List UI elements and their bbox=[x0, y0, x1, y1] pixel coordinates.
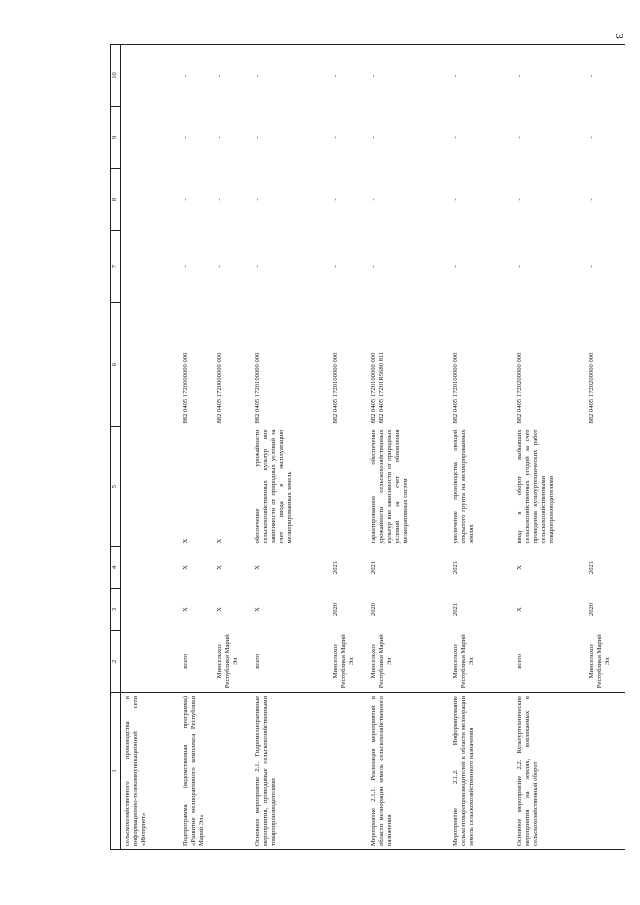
table-row bbox=[251, 45, 329, 850]
header-cell: 4 bbox=[111, 547, 121, 589]
result-cell: X bbox=[181, 538, 189, 544]
header-cell: 10 bbox=[111, 45, 121, 107]
code-cell: 882 0405 1720000000 000 bbox=[215, 352, 223, 424]
result-cell: X bbox=[215, 538, 223, 544]
val-cell: - bbox=[369, 198, 377, 201]
end-cell bbox=[121, 547, 179, 589]
executor-cell: Минсельхоз Республики Марий Эл bbox=[215, 634, 239, 689]
val-cell: - bbox=[181, 198, 189, 201]
executor-cell: Минсельхоз Республики Марий Эл bbox=[451, 634, 475, 689]
val-cell: - bbox=[329, 45, 367, 107]
val-cell: - bbox=[367, 45, 449, 107]
table-row bbox=[179, 45, 213, 850]
table-row bbox=[121, 45, 179, 850]
executor-cell: Минсельхоз Республики Марий Эл bbox=[331, 634, 355, 689]
name-cell: сельскохозяйственного производства в информационно-телекоммуникационной сети «Интернет» bbox=[121, 693, 179, 850]
start-cell: 2021 bbox=[451, 602, 459, 617]
start-cell: X bbox=[515, 607, 523, 612]
name-cell: Мероприятие 2.1.2. Информирование сельхозтоваропроизводителей в области мелиорации земель сельскохозяйственного назначения bbox=[449, 693, 513, 850]
start-cell: X bbox=[215, 607, 223, 612]
val-cell: - bbox=[215, 198, 223, 201]
end-cell: 2021 bbox=[451, 560, 459, 575]
val-cell bbox=[121, 169, 179, 231]
table-row bbox=[449, 45, 513, 850]
code-cell: 882 0405 1720000000 000 bbox=[181, 352, 189, 424]
table-row bbox=[585, 45, 625, 850]
code-cell: 882 0405 1720100000 000 bbox=[253, 352, 261, 424]
header-cell: 9 bbox=[111, 107, 121, 169]
name-cell: Мероприятие 2.1.1. Реализация мероприятий в области мелиорации земель сельскохозяйственного назначения bbox=[367, 693, 449, 850]
result-cell: ввод в оборот выбывших сельскохозяйственных угодий за счет проведения культуртехнических работ сельскохозяйственными товаропроизводителями bbox=[515, 429, 556, 544]
val-cell: - bbox=[181, 136, 189, 139]
val-cell: - bbox=[331, 265, 339, 268]
header-cell: 2 bbox=[111, 631, 121, 693]
table-row bbox=[213, 45, 251, 850]
val-cell: - bbox=[369, 136, 377, 139]
name-cell bbox=[329, 693, 367, 850]
val-cell: - bbox=[253, 198, 261, 201]
val-cell: - bbox=[515, 198, 523, 201]
end-cell: X bbox=[215, 565, 223, 570]
val-cell: - bbox=[451, 136, 459, 139]
val-cell bbox=[121, 107, 179, 169]
val-cell bbox=[121, 231, 179, 303]
val-cell: - bbox=[451, 198, 459, 201]
table-body bbox=[121, 45, 625, 850]
code-cell: 882 0405 1720200000 000 bbox=[515, 352, 523, 424]
val-cell: - bbox=[513, 45, 585, 107]
table-row bbox=[329, 45, 367, 850]
result-cell bbox=[585, 427, 625, 547]
table-row bbox=[513, 45, 585, 850]
executor-cell bbox=[121, 631, 179, 693]
val-cell: - bbox=[253, 136, 261, 139]
val-cell: - bbox=[331, 198, 339, 201]
val-cell: - bbox=[215, 136, 223, 139]
start-cell: X bbox=[253, 607, 261, 612]
end-cell: X bbox=[181, 565, 189, 570]
name-cell bbox=[213, 693, 251, 850]
val-cell: - bbox=[215, 265, 223, 268]
start-cell: 2020 bbox=[369, 602, 377, 617]
val-cell: - bbox=[253, 265, 261, 268]
val-cell: - bbox=[369, 265, 377, 268]
end-cell: 2021 bbox=[369, 560, 377, 575]
header-cell: 6 bbox=[111, 303, 121, 427]
code-cell bbox=[121, 303, 179, 427]
table-row bbox=[367, 45, 449, 850]
header-row bbox=[111, 45, 121, 850]
executor-cell: всего bbox=[515, 653, 523, 669]
start-cell: X bbox=[181, 607, 189, 612]
result-cell bbox=[121, 427, 179, 547]
executor-cell: Минсельхоз Республики Марий Эл bbox=[369, 634, 393, 689]
val-cell: - bbox=[179, 45, 213, 107]
header-cell: 3 bbox=[111, 589, 121, 631]
header-cell: 1 bbox=[111, 693, 121, 850]
start-cell: 2020 bbox=[331, 602, 339, 617]
executor-cell: всего bbox=[181, 653, 189, 669]
end-cell: 2021 bbox=[587, 560, 595, 575]
start-cell bbox=[121, 589, 179, 631]
result-cell bbox=[329, 427, 367, 547]
result-cell: увеличение производства овощей открытого грунта на мелиорированных землях bbox=[451, 429, 475, 544]
name-cell bbox=[585, 693, 625, 850]
code-cell: 882 0405 1720100000 000 882 0405 17201R5680 811 bbox=[369, 351, 385, 424]
code-cell: 882 0405 1720100000 000 bbox=[451, 352, 459, 424]
val-cell: - bbox=[515, 265, 523, 268]
page-number: 3 bbox=[612, 33, 625, 39]
header-cell: 8 bbox=[111, 169, 121, 231]
val-cell: - bbox=[213, 45, 251, 107]
val-cell: - bbox=[587, 198, 595, 201]
val-cell: - bbox=[587, 136, 595, 139]
val-cell: - bbox=[515, 136, 523, 139]
val-cell: - bbox=[331, 136, 339, 139]
val-cell: - bbox=[585, 45, 625, 107]
result-cell: обеспечение урожайности сельскохозяйственных культур вне зависимости от природных условий за счет ввода в эксплуатацию мелиорированных земель bbox=[253, 429, 294, 544]
code-cell: 882 0405 1720100000 000 bbox=[331, 352, 339, 424]
val-cell bbox=[121, 45, 179, 107]
val-cell: - bbox=[251, 45, 329, 107]
executor-cell: всего bbox=[253, 653, 261, 669]
val-cell: - bbox=[587, 265, 595, 268]
end-cell: X bbox=[515, 565, 523, 570]
end-cell: 2021 bbox=[331, 560, 339, 575]
header-cell: 5 bbox=[111, 427, 121, 547]
val-cell: - bbox=[181, 265, 189, 268]
executor-cell: Минсельхоз Республики Марий Эл bbox=[587, 634, 611, 689]
result-cell: гарантированное обеспечение урожайности сельскохозяйственных культур вне зависимости от природных условий за счет обновления мелиоративных систем bbox=[369, 429, 410, 544]
code-cell: 882 0405 1720200000 000 bbox=[587, 352, 595, 424]
end-cell: X bbox=[253, 565, 261, 570]
program-table bbox=[110, 44, 625, 850]
start-cell: 2020 bbox=[587, 602, 595, 617]
name-cell: Подпрограмма (ведомственная программа) «Развитие мелиоративного комплекса Республики Марий Эл» bbox=[179, 693, 213, 850]
name-cell: Основное мероприятие 2.1. Гидромелиоративные мероприятия, проводимые сельскохозяйственными товаропроизводителями bbox=[251, 693, 329, 850]
name-cell: Основное мероприятие 2.2. Культуртехнические мероприятия на землях, вовлекаемых в сельскохозяйственный оборот bbox=[513, 693, 585, 850]
val-cell: - bbox=[451, 265, 459, 268]
header-cell: 7 bbox=[111, 231, 121, 303]
val-cell: - bbox=[449, 45, 513, 107]
